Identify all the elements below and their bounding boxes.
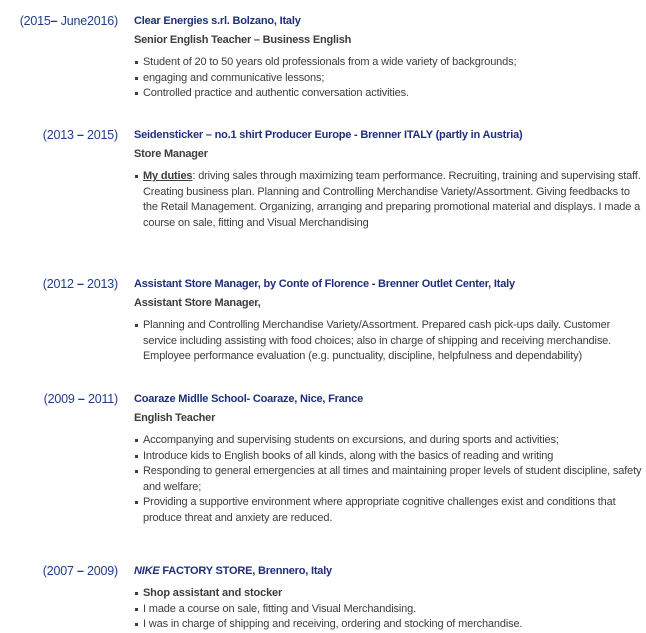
list-item: Controlled practice and authentic conversation activities. [134,86,642,102]
entry-date: (2015– June2016) [19,14,118,28]
entry-date: (2012 – 2013) [42,277,118,291]
list-item: I made a course on sale, fitting and Visual Merchandising. [134,602,642,618]
duties-list [134,318,642,365]
job-title: Assistant Store Manager, [134,297,261,309]
list-item-role: Shop assistant and stocker [134,586,642,602]
duties-list [134,586,642,633]
company-brand: NIKE [134,565,160,577]
list-item: Responding to general emergencies at all times and maintaining proper levels of student discipline, safety and welfare; [134,464,642,495]
company-name: Clear Energies s.rl. Bolzano, Italy [134,15,301,27]
entry-date: (2013 – 2015) [42,128,118,142]
company-name: Coaraze Midlle School- Coaraze, Nice, France [134,393,363,405]
list-item: Introduce kids to English books of all kinds, along with the basics of reading and writing [134,449,642,465]
company-name: Seidensticker – no.1 shirt Producer Europe - Brenner ITALY (partly in Austria) [134,129,523,141]
duties-list [134,169,642,231]
company-name: NIKE FACTORY STORE, Brennero, Italy [134,565,332,577]
duties-label: My duties [143,170,193,182]
list-item: I was in charge of shipping and receiving, ordering and stocking of merchandise. [134,617,642,633]
list-item: engaging and communicative lessons; [134,71,642,87]
duties-text: : driving sales through maximizing team performance. Recruiting, training and supervising staff. Creating business plan. Planning and Controlling Merchandise Variety/Assortment. Giving feedbacks to the Retail Management. Organizing, arranging and preparing promotional material and displays. I made a course on sale, fitting and Visual Merchandising [143,170,641,229]
job-title: English Teacher [134,412,216,424]
company-name: Assistant Store Manager, by Conte of Florence - Brenner Outlet Center, Italy [134,278,515,290]
job-title: Senior English Teacher – Business English [134,34,352,46]
list-item: Providing a supportive environment where appropriate cognitive challenges exist and conditions that produce threat and anxiety are reduced. [134,495,642,526]
list-item: Student of 20 to 50 years old professionals from a wide variety of backgrounds; [134,55,642,71]
list-item: Planning and Controlling Merchandise Variety/Assortment. Prepared cash pick-ups daily. Customer service including assisting with food choices; also in charge of shipping and receiving merchandise. Employee performance evaluation (e.g. punctuality, discipline, helpfulness and dependability) [134,318,642,365]
list-item [134,169,642,231]
duties-list [134,433,642,526]
job-title: Store Manager [134,148,208,160]
list-item: Accompanying and supervising students on excursions, and during sports and activities; [134,433,642,449]
duties-list [134,55,642,102]
entry-date: (2009 – 2011) [43,392,118,406]
entry-date: (2007 – 2009) [42,564,118,578]
